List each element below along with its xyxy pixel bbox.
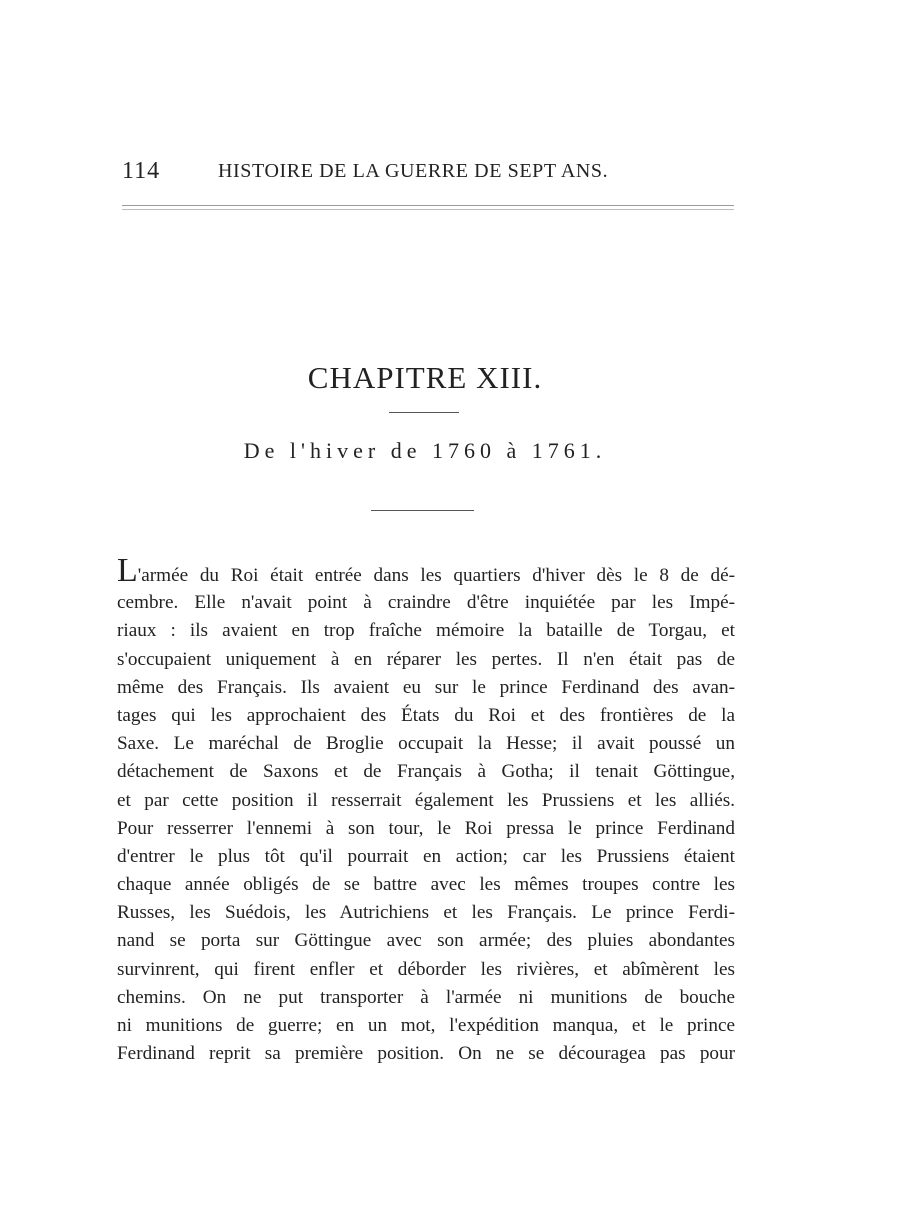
text-line: Saxe. Le maréchal de Broglie occupait la Hesse; il avait poussé un	[117, 733, 735, 755]
text-line: d'entrer le plus tôt qu'il pourrait en action; car les Prussiens étaient	[117, 845, 735, 867]
text-line: même des Français. Ils avaient eu sur le prince Ferdinand des avan-	[117, 676, 735, 698]
page-number: 114	[122, 158, 161, 184]
chapter-subtitle: De l'hiver de 1760 à 1761.	[243, 438, 607, 463]
drop-cap: L	[117, 552, 138, 589]
text-line: chaque année obligés de se battre avec les mêmes troupes contre les	[117, 874, 735, 896]
text-line: Russes, les Suédois, les Autrichiens et les Français. Le prince Ferdi-	[117, 902, 735, 924]
header-rule	[122, 205, 734, 206]
text-line: détachement de Saxons et de Français à Gotha; il tenait Göttingue,	[117, 761, 735, 783]
running-head	[122, 158, 734, 192]
text-line	[117, 552, 735, 589]
subtitle-divider	[371, 510, 474, 511]
text-line: et par cette position il resserrait également les Prussiens et les alliés.	[117, 789, 735, 811]
text-line: Pour resserrer l'ennemi à son tour, le Roi pressa le prince Ferdinand	[117, 817, 735, 839]
text-line: Ferdinand reprit sa première position. On ne se découragea pas pour	[117, 1043, 735, 1065]
text-line: survinrent, qui firent enfler et déborder les rivières, et abîmèrent les	[117, 958, 735, 980]
text-line: nand se porta sur Göttingue avec son armée; des pluies abondantes	[117, 930, 735, 952]
header-rule-secondary	[122, 209, 734, 210]
text-line: riaux : ils avaient en trop fraîche mémoire la bataille de Torgau, et	[117, 620, 735, 642]
text-line: tages qui les approchaient des États du Roi et des frontières de la	[117, 704, 735, 726]
text-line: cembre. Elle n'avait point à craindre d'être inquiétée par les Impé-	[117, 592, 735, 614]
text-line: chemins. On ne put transporter à l'armée ni munitions de bouche	[117, 986, 735, 1008]
title-divider	[389, 412, 459, 413]
chapter-title: CHAPITRE XIII.	[307, 360, 543, 395]
running-title: HISTOIRE DE LA GUERRE DE SEPT ANS.	[218, 160, 609, 182]
body-paragraph	[117, 552, 735, 1068]
text-line: ni munitions de guerre; en un mot, l'expédition manqua, et le prince	[117, 1015, 735, 1036]
text-line: s'occupaient uniquement à en réparer les pertes. Il n'en était pas de	[117, 648, 735, 670]
first-line-text: 'armée du Roi était entrée dans les quartiers d'hiver dès le 8 de dé-	[137, 565, 735, 586]
